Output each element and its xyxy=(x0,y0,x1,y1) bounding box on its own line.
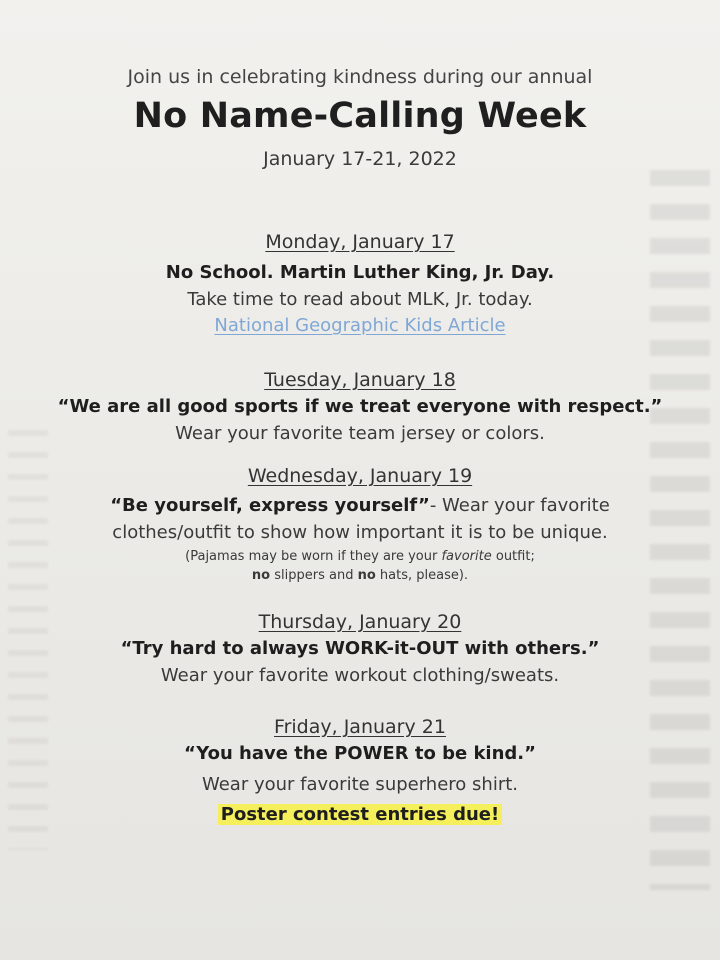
tuesday-heading: Tuesday, January 18 xyxy=(264,369,456,391)
friday-highlight-row xyxy=(0,804,720,825)
event-dates: January 17-21, 2022 xyxy=(263,148,457,170)
page-title: No Name-Calling Week xyxy=(133,96,587,136)
note1-favorite: favorite xyxy=(441,549,492,564)
wednesday-quote-tail: - Wear your favorite xyxy=(429,495,610,516)
note1-end: outfit; xyxy=(491,549,535,564)
monday-heading: Monday, January 17 xyxy=(265,231,455,253)
friday-quote: “You have the POWER to be kind.” xyxy=(184,743,536,764)
wednesday-heading: Wednesday, January 19 xyxy=(247,465,473,487)
monday-line-1: No School. Martin Luther King, Jr. Day. xyxy=(165,262,555,283)
wednesday-quote: “Be yourself, express yourself” xyxy=(110,495,430,516)
wednesday-note-2 xyxy=(0,568,720,583)
intro-text: Join us in celebrating kindness during our annual xyxy=(127,66,593,88)
note2-mid: slippers and xyxy=(270,568,358,583)
note1-start: (Pajamas may be worn if they are your xyxy=(185,549,442,564)
thursday-line: Wear your favorite workout clothing/sweats. xyxy=(160,665,560,686)
wednesday-line-2: clothes/outfit to show how important it is to be unique. xyxy=(112,522,608,543)
monday-link-row xyxy=(0,315,720,336)
poster-contest-highlight: Poster contest entries due! xyxy=(218,804,502,825)
wednesday-note-1 xyxy=(0,549,720,564)
note2-no-2: no xyxy=(357,568,376,583)
friday-line: Wear your favorite superhero shirt. xyxy=(201,774,518,795)
note2-no-1: no xyxy=(251,568,271,583)
thursday-heading: Thursday, January 20 xyxy=(258,611,462,633)
wednesday-quote-row xyxy=(0,495,720,516)
note2-end: hats, please). xyxy=(375,568,469,583)
tuesday-quote: “We are all good sports if we treat everyone with respect.” xyxy=(57,396,663,417)
natgeo-kids-article-link[interactable]: National Geographic Kids Article xyxy=(214,315,506,336)
monday-line-2: Take time to read about MLK, Jr. today. xyxy=(187,289,533,310)
friday-heading: Friday, January 21 xyxy=(274,716,446,738)
tuesday-line: Wear your favorite team jersey or colors. xyxy=(175,423,545,444)
thursday-quote: “Try hard to always WORK-it-OUT with others.” xyxy=(120,638,600,659)
